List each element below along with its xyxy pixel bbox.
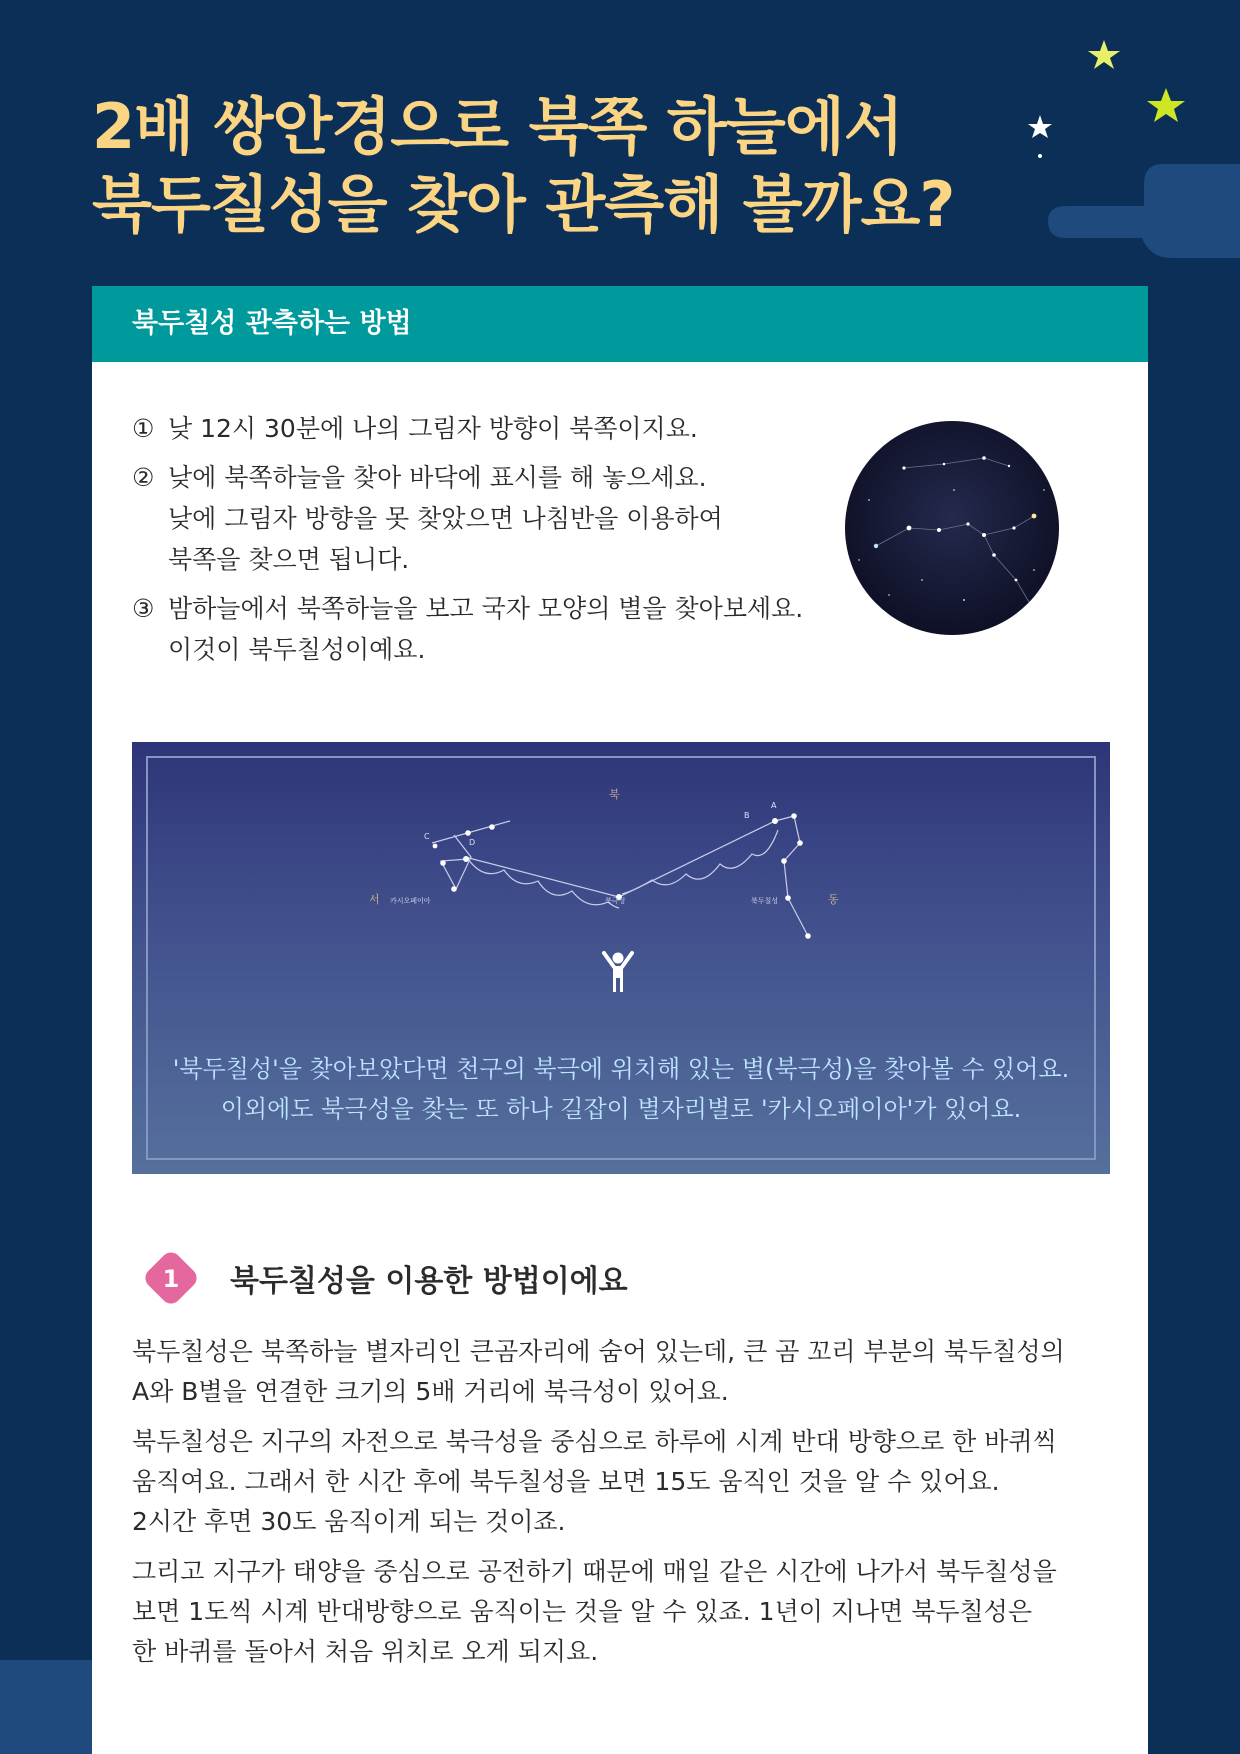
big-dipper-line: [775, 816, 808, 936]
paragraph: [132, 1332, 1112, 1412]
caption-line1: '북두칠성'을 찾아보았다면 천구의 북극에 위치해 있는 별(북극성)을 찾아볼 수 있어요.: [172, 1055, 1070, 1083]
section-title: 북두칠성을 이용한 방법이에요: [230, 1264, 628, 1299]
paragraph: [132, 1422, 1112, 1542]
diagram-caption: [132, 1049, 1110, 1129]
section-body: [132, 1332, 1112, 1682]
constellation-diagram: [132, 742, 1110, 1174]
caption-line2: 이외에도 북극성을 찾는 또 하나 길잡이 별자리별로 '카시오페이아'가 있어요.: [220, 1095, 1022, 1123]
east-label: 동: [828, 893, 839, 906]
guide-line: [465, 857, 619, 897]
paragraph-line: 2시간 후면 30도 움직이게 되는 것이죠.: [132, 1507, 566, 1536]
step-line: 북쪽을 찾으면 됩니다.: [168, 545, 410, 574]
content-card: [92, 286, 1148, 1754]
star-point: [433, 844, 438, 849]
step-line: 이것이 북두칠성이예요.: [168, 635, 426, 664]
paragraph-line: 움직여요. 그래서 한 시간 후에 북두칠성을 보면 15도 움직인 것을 알 수 있어요.: [132, 1467, 1000, 1496]
paragraph-line: A와 B별을 연결한 크기의 5배 거리에 북극성이 있어요.: [132, 1377, 729, 1406]
step-number: ①: [132, 414, 155, 443]
night-sky-image: [844, 420, 1060, 636]
step-number: ③: [132, 594, 155, 623]
star-d-label: D: [469, 838, 476, 847]
big-dipper-label: 북두칠성: [751, 897, 779, 905]
steps-list: [132, 408, 832, 678]
person-icon: [604, 953, 632, 993]
guide-arc: [622, 830, 778, 894]
card-header: 북두칠성 관측하는 방법: [92, 286, 1148, 362]
star-point: [805, 933, 811, 939]
step-item: [132, 588, 832, 670]
star-c-label: C: [424, 832, 430, 841]
paragraph: [132, 1552, 1112, 1672]
polaris-label: 북극성: [605, 897, 626, 905]
west-label: 서: [369, 893, 380, 906]
page-title-line1: 2배 쌍안경으로 북쪽 하늘에서: [92, 90, 903, 163]
star-icon: [1147, 88, 1185, 122]
page-title-line2: 북두칠성을 찾아 관측해 볼까요?: [92, 168, 955, 241]
paragraph-line: 그리고 지구가 태양을 중심으로 공전하기 때문에 매일 같은 시간에 나가서 북두칠성을: [132, 1557, 1057, 1586]
paragraph-line: 북두칠성은 지구의 자전으로 북극성을 중심으로 하루에 시계 반대 방향으로 한 바퀴씩: [132, 1427, 1057, 1456]
step-line: 낮 12시 30분에 나의 그림자 방향이 북쪽이지요.: [168, 414, 698, 443]
star-point: [465, 830, 471, 836]
number-badge-icon: [135, 1242, 207, 1314]
star-point: [440, 860, 446, 866]
guide-arc: [468, 859, 619, 908]
north-label: 북: [609, 788, 620, 801]
cloud-icon: [1048, 164, 1240, 258]
step-item: [132, 408, 832, 449]
step-line: 밤하늘에서 북쪽하늘을 보고 국자 모양의 별을 찾아보세요.: [168, 594, 804, 623]
star-icon: [1088, 40, 1120, 69]
star-point: [463, 856, 469, 862]
cassiopeia-label: 카시오페이아: [390, 897, 431, 905]
side-decoration: [0, 1660, 92, 1754]
paragraph-line: 보면 1도씩 시계 반대방향으로 움직이는 것을 알 수 있죠. 1년이 지나면 북두칠성은: [132, 1597, 1032, 1626]
step-number: ②: [132, 463, 155, 492]
star-point: [785, 895, 791, 901]
section-number: 1: [162, 1265, 180, 1293]
star-b-label: B: [744, 811, 750, 820]
paragraph-line: 북두칠성은 북쪽하늘 별자리인 큰곰자리에 숨어 있는데, 큰 곰 꼬리 부분의 북두칠성의: [132, 1337, 1065, 1366]
star-point: [489, 824, 495, 830]
star-point: [791, 813, 797, 819]
star-point: [781, 858, 787, 864]
star-point: [451, 886, 457, 892]
step-line: 낮에 북쪽하늘을 찾아 바닥에 표시를 해 놓으세요.: [168, 463, 707, 492]
step-line: 낮에 그림자 방향을 못 찾았으면 나침반을 이용하여: [168, 504, 723, 533]
star-point: [772, 818, 778, 824]
star-a-label: A: [771, 801, 777, 810]
star-point: [797, 840, 803, 846]
page-title: [92, 88, 1052, 244]
paragraph-line: 한 바퀴를 돌아서 처음 위치로 오게 되지요.: [132, 1637, 599, 1666]
step-item: [132, 457, 832, 580]
